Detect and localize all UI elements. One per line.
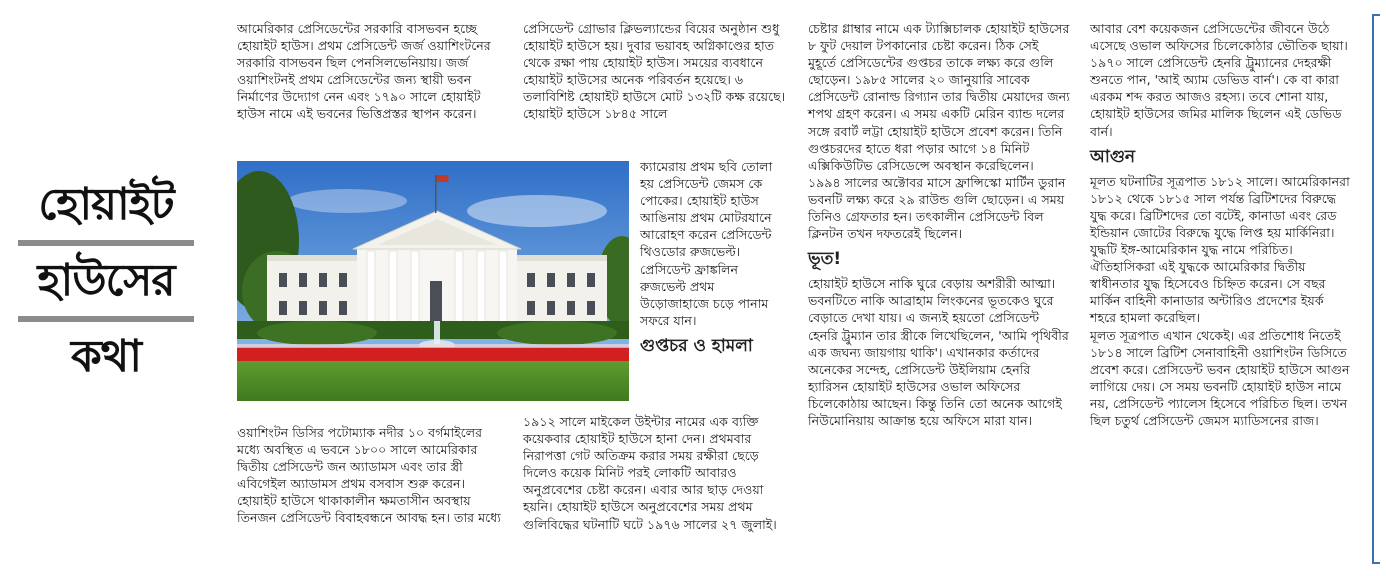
- title-line-1: হোয়াইট: [38, 179, 174, 230]
- col2-side-paragraph: ক্যামেরায় প্রথম ছবি তোলা হয় প্রেসিডেন্ট জেমস কে পোকের। হোয়াইট হাউস আঙিনায় প্রথম মোটরযানে আরোহণ করেন প্রেসিডেন্ট থিওডোর রুজভেল্ট। প্রেসিডেন্ট ফ্রাঙ্কলিন রুজভেল্ট প্রথম উড়োজাহাজে চড়ে পানাম সফরে যান।: [640, 159, 773, 328]
- heading-fire: আগুন: [1090, 146, 1136, 167]
- col4-paragraph-1: মূলত ঘটনাটির সূত্রপাত ১৮১২ সালে। আমেরিকানরা ১৮১২ থেকে ১৮১৫ সাল পর্যন্ত ব্রিটিশদের বিরুদ্ধে যুদ্ধ করে। ব্রিটিশদের তো বটেই, কানাডা এবং রেড ইন্ডিয়ান জোটের বিরুদ্ধে যুদ্ধে লিপ্ত হয় মার্কিনিরা। যুদ্ধটি ইঙ্গ-আমেরিকান যুদ্ধ নামে পরিচিত। ঐতিহাসিকরা এই যুদ্ধকে আমেরিকার দ্বিতীয় স্বাধীনতার যুদ্ধ হিসেবেও চিহ্নিত করেন। সে বছর মার্কিন বাহিনী কানাডার অন্টারিও প্রদেশের ইয়র্ক শহরে হামলা করেছিল।: [1090, 173, 1350, 326]
- col4-top-paragraph: আবার বেশ কয়েকজন প্রেসিডেন্টের জীবনে উঠে এসেছে ওভাল অফিসের চিলেকোঠার ভৌতিক ছায়া। ১৯৭০ সালে প্রেসিডেন্ট হেনরি ট্রুম্যানের দেহরক্ষী শুনতে পান, 'আই অ্যাম ডেভিড বার্ন'। কে বা কারা এরকম শব্দ করত আজও রহস্য। তবে শোনা যায়, হোয়াইট হাউসের জমির মালিক ছিলেন এই ডেভিড বার্ন।: [1090, 21, 1348, 139]
- col1-bottom-paragraph: ওয়াশিংটন ডিসির পটোম্যাক নদীর ১০ বর্গমাইলের মধ্যে অবস্থিত এ ভবনে ১৮০০ সালে আমেরিকার দ্বিতীয় প্রেসিডেন্ট জন অ্যাডামস এবং তার স্ত্রী এবিগেইল অ্যাডামস প্রথম বসবাস শুরু করেন। হোয়াইট হাউসে থাকাকালীন ক্ষমতাসীন অবস্থায় তিনজন প্রেসিডেন্ট বিবাহবন্ধনে আবদ্ধ হন। তার মধ্যে: [237, 425, 501, 526]
- column-4: [1090, 20, 1352, 429]
- column-1-top: [237, 20, 503, 123]
- column-2-top: [523, 20, 787, 123]
- col2-bottom-paragraph: ১৯১২ সালে মাইকেল উইন্টার নামের এক ব্যক্তি কয়েকবার হোয়াইট হাউসে হানা দেন। প্রথমবার নিরাপত্তা গেট অতিক্রম করার সময় রক্ষীরা ছেড়ে দিলেও কয়েক মিনিট পরই লোকটি আবারও অনুপ্রবেশের চেষ্টা করেন। এবার আর ছাড় দেওয়া হয়নি। হোয়াইট হাউসে অনুপ্রবেশের সময় প্রথম গুলিবিদ্ধের ঘটনাটি ঘটে ১৯৭৬ সালের ২৭ জুলাই।: [523, 414, 777, 532]
- heading-spies-and-attacks: গুপ্তচর ও হামলা: [640, 335, 753, 356]
- title-divider-2: [18, 316, 194, 322]
- page-edge-bracket: [1372, 14, 1380, 564]
- col3-top-paragraph: চেষ্টার গ্লাম্বার নামে এক ট্যাক্সিচালক হোয়াইট হাউসের ৮ ফুট দেয়াল টপকানোর চেষ্টা করেন। ঠিক সেই মুহূর্তে প্রেসিডেন্টের গুপ্তচর তাকে লক্ষ্য করে গুলি ছোড়েন। ১৯৮৫ সালের ২০ জানুয়ারি সাবেক প্রেসিডেন্ট রোনাল্ড রিগ্যান তার দ্বিতীয় মেয়াদের জন্য শপথ গ্রহণ করেন। এ সময় একটি মেরিন ব্যান্ড দলের সঙ্গে রবার্ট লট্টা হোয়াইট হাউসে প্রবেশ করেন। তিনি গুপ্তচরদের হাতে ধরা পড়ার আগে ১৪ মিনিট এক্সিকিউটিভ রেসিডেন্সে অবস্থান করেছিলেন। ১৯৯৪ সালের অক্টোবর মাসে ফ্রান্সিস্কো মার্টিন ডুরান ভবনটি লক্ষ্য করে ২৯ রাউন্ড গুলি ছোড়েন। এ সময় তিনিও গ্রেফতার হন। তৎকালীন প্রেসিডেন্ট বিল ক্লিনটন তখন দফতরেই ছিলেন।: [808, 21, 1070, 242]
- col2-top-paragraph: প্রেসিডেন্ট গ্রোভার ক্লিভল্যান্ডের বিয়ের অনুষ্ঠান শুধু হোয়াইট হাউসে হয়। দুবার ভয়াবহ অগ্নিকাণ্ডের হাত থেকে রক্ষা পায় হোয়াইট হাউস। সময়ের ব্যবধানে হোয়াইট হাউসের অনেক পরিবর্তন হয়েছে। ৬ তলাবিশিষ্ট হোয়াইট হাউসে মোট ১৩২টি কক্ষ রয়েছে। হোয়াইট হাউসে ১৮৪৫ সালে: [523, 21, 786, 122]
- title-divider-1: [18, 240, 194, 246]
- title-line-2: হাউসের: [37, 255, 175, 306]
- col4-paragraph-2: মূলত সূত্রপাত এখান থেকেই। এর প্রতিশোধ নিতেই ১৮১৪ সালে ব্রিটিশ সেনাবাহিনী ওয়াশিংটন ডিসিতে প্রবেশ করে। প্রেসিডেন্ট ভবন হোয়াইট হাউসে আগুন লাগিয়ে দেয়। সে সময় ভবনটি হোয়াইট হাউস নামে নয়, প্রেসিডেন্ট প্যালেস হিসেবে পরিচিত ছিল। তখন ছিল চতুর্থ প্রেসিডেন্ট জেমস ম্যাডিসনের রাজ।: [1090, 327, 1350, 428]
- col3-bottom-paragraph: হোয়াইট হাউসে নাকি ঘুরে বেড়ায় অশরীরী আত্মা। ভবনটিতে নাকি আব্রাহাম লিংকনের ভূতকেও ঘুরে বেড়াতে দেখা যায়। এ জন্যই হয়তো প্রেসিডেন্ট হেনরি ট্রুম্যান তার স্ত্রীকে লিখেছিলেন, 'আমি পৃথিবীর এক জঘন্য জায়গায় থাকি'। এখানকার কর্তাদের অনেকের সন্দেহ, প্রেসিডেন্ট উইলিয়াম হেনরি হ্যারিসন হোয়াইট হাউসের ওভাল অফিসের চিলেকোঠায় আছেন। কিন্তু তিনি তো অনেক আগেই নিউমোনিয়ায় আক্রান্ত হয়ে অফিসে মারা যান।: [808, 276, 1069, 428]
- column-2-side: [640, 158, 786, 362]
- white-house-photo: [237, 161, 629, 401]
- heading-ghost: ভূত!: [808, 249, 842, 270]
- title-line-3: কথা: [70, 331, 142, 382]
- col1-top-paragraph: আমেরিকার প্রেসিডেন্টের সরকারি বাসভবন হচ্ছে হোয়াইট হাউস। প্রথম প্রেসিডেন্ট জর্জ ওয়াশিংটনের সরকারি বাসভবন ছিল পেনসিলভেনিয়ায়। জর্জ ওয়াশিংটনই প্রথম প্রেসিডেন্টের জন্য স্থায়ী ভবন নির্মাণের উদ্যোগ নেন এবং ১৭৯০ সালে হোয়াইট হাউস নামে এই ভবনের ভিত্তিপ্রস্তর স্থাপন করেন।: [237, 21, 491, 122]
- column-1-bottom: [237, 424, 503, 527]
- column-3: [808, 20, 1070, 429]
- column-2-bottom: [523, 413, 787, 533]
- article-title: [14, 176, 198, 386]
